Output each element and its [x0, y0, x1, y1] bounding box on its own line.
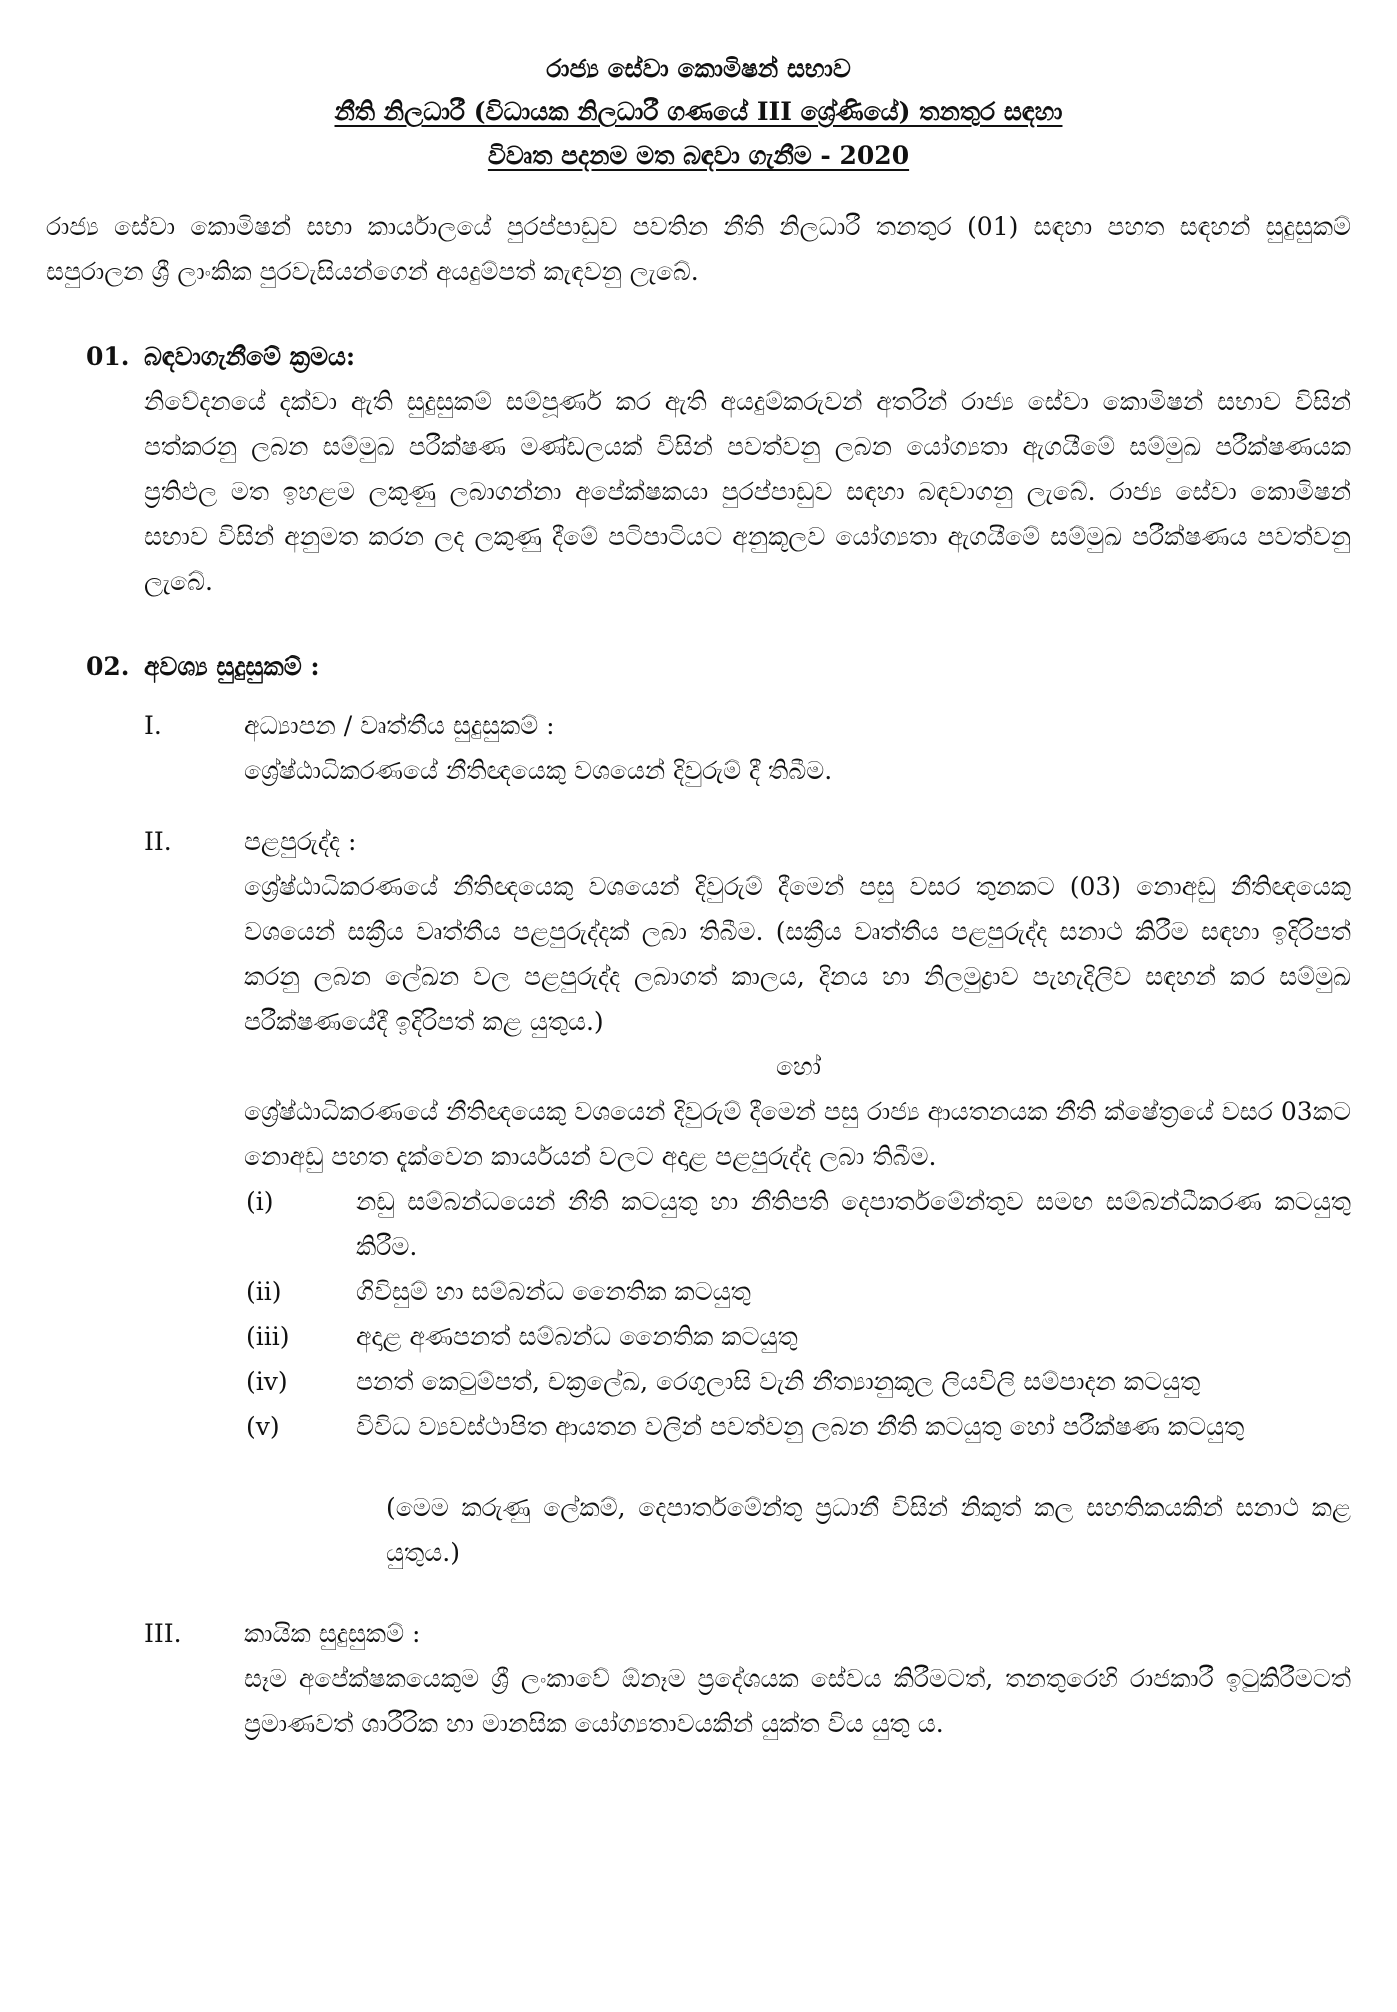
subitem-number: (i): [246, 1187, 274, 1216]
item-3-title: කායික සුදුසුකම් :: [244, 1619, 421, 1648]
intro-paragraph: රාජ්‍ය සේවා කොමිෂන් සභා කාර්යාලයේ පුරප්පාඩුව පවතින නීති නිලධාරී තනතුර (01) සඳහා පහත සඳහන් සුදුසුකම් සපුරාලන ශ්‍රී ලාංකික පුරවැසියන්ගෙන් අයදුම්පත් කැඳවනු ලැබේ.: [46, 212, 1351, 286]
item-2-body: ශ්‍රේෂ්ඨාධිකරණයේ නීතිඥයෙකු වශයෙන් දිවුරුම් දීමෙන් පසු වසර තුනකට (03) නොඅඩු නීතිඥයෙකු වශයෙන් සක්‍රීය වෘත්තීය පළපුරුද්දක් ලබා තිබීම. (සක්‍රීය වෘත්තීය පළපුරුද්ද සනාථ කිරීම සඳහා ඉදිරිපත් කරනු ලබන ලේඛන වල පළපුරුද්ද ලබාගත් කාලය, දිනය හා නිලමුද්‍රාව පැහැදිලිව සඳහන් කර සම්මුඛ පරීක්ෂණයේදී ඉදිරිපත් කළ යුතුය.): [244, 872, 1351, 1036]
subitem-number: (iv): [246, 1367, 288, 1396]
item-2-title: පළපුරුද්ද :: [244, 827, 357, 856]
or-separator: හෝ: [776, 1052, 821, 1081]
section-2-number: 02.: [86, 652, 130, 681]
subitem-text: නඩු සම්බන්ධයෙන් නීති කටයුතු හා නීතිපති දෙපාර්තමේන්තුව සමඟ සම්බන්ධීකරණ කටයුතු කිරීම.: [356, 1187, 1351, 1261]
section-1-body: නිවේදනයේ දක්වා ඇති සුදුසුකම් සම්පූර්ණ කර ඇති අයදුම්කරුවන් අතරින් රාජ්‍ය සේවා කොමිෂන් සභාව විසින් පත්කරනු ලබන සම්මුඛ පරීක්ෂණ මණ්ඩලයක් විසින් පවත්වනු ලබන යෝග්‍යතා ඇගයීමේ සම්මුඛ පරීක්ෂණයක ප්‍රතිඵල මත ඉහළම ලකුණු ලබාගන්නා අපේක්ෂකයා පුරප්පාඩුව සඳහා බඳවාගනු ලැබේ. රාජ්‍ය සේවා කොමිෂන් සභාව විසින් අනුමත කරන ලද ලකුණු දීමේ පටිපාටියට අනුකූලව යෝග්‍යතා ඇගයීමේ සම්මුඛ පරීක්ෂණය පවත්වනු ලැබේ.: [144, 387, 1351, 596]
subitem-text: පනත් කෙටුම්පත්, චක්‍රලේඛ, රෙගුලාසි වැනි නීත්‍යානුකූල ලියවිලි සම්පාදන කටයුතු: [356, 1367, 1201, 1396]
item-3-number: III.: [144, 1619, 182, 1648]
subitem-text: ගිවිසුම් හා සම්බන්ධ නෛතික කටයුතු: [356, 1277, 751, 1306]
subitem-number: (ii): [246, 1277, 282, 1306]
list-item: [46, 1269, 1351, 1314]
section-2-heading: [46, 644, 1351, 689]
header-post-title: නීති නිලධාරී (විධායක නිලධාරී ගණයේ III ශ්‍රේණියේ) තනතුර සඳහා: [334, 97, 1063, 126]
section-2-title: අවශ්‍ය සුදුසුකම් :: [144, 652, 320, 681]
document-header: [46, 48, 1351, 178]
subitem-text: අදාළ අණපනත් සම්බන්ධ නෛතික කටයුතු: [356, 1322, 798, 1351]
section-1-number: 01.: [86, 342, 130, 371]
list-item: [46, 1404, 1351, 1449]
item-2-body-alternative: ශ්‍රේෂ්ඨාධිකරණයේ නීතිඥයෙකු වශයෙන් දිවුරුම් දීමෙන් පසු රාජ්‍ය ආයතනයක නීති ක්ෂේත්‍රයේ වසර 03කට නොඅඩු පහත දැක්වෙන කාර්යයන් වලට අදාළ පළපුරුද්ද ලබා තිබීම.: [244, 1097, 1351, 1171]
qualification-item-1: [46, 703, 1351, 793]
subitem-text: විවිධ ව්‍යවස්ථාපිත ආයතන වලින් පවත්වනු ලබන නීති කටයුතු හෝ පරීක්ෂණ කටයුතු: [356, 1412, 1245, 1441]
item-1-title: අධ්‍යාපන / වෘත්තීය සුදුසුකම් :: [244, 711, 555, 740]
subitem-number: (v): [246, 1412, 280, 1441]
item-3-body: සෑම අපේක්ෂකයෙකුම ශ්‍රී ලංකාවේ ඕනෑම ප්‍රදේශයක සේවය කිරීමටත්, තනතුරෙහි රාජකාරී ඉටුකිරීමටත් ප්‍රමාණවත් ශාරීරික හා මානසික යෝග්‍යතාවයකින් යුක්ත විය යුතු ය.: [244, 1664, 1351, 1738]
list-item: [46, 1359, 1351, 1404]
section-1-heading: [46, 334, 1351, 379]
header-recruitment-title: විවෘත පදනම මත බඳවා ගැනීම - 2020: [487, 141, 910, 170]
item-1-body: ශ්‍රේෂ්ඨාධිකරණයේ නීතිඥයෙකු වශයෙන් දිවුරුම් දී තිබීම.: [244, 756, 833, 785]
list-item: [46, 1179, 1351, 1269]
section-1-title: බඳවාගැනීමේ ක්‍රමය:: [144, 342, 356, 371]
list-item: [46, 1314, 1351, 1359]
header-organization: රාජ්‍ය සේවා කොමිෂන් සභාව: [546, 54, 851, 83]
item-1-number: I.: [144, 711, 162, 740]
qualification-item-3: [46, 1611, 1351, 1746]
certification-note: (මෙම කරුණු ලේකම්, දෙපාර්තමේන්තු ප්‍රධානී විසින් නිකුත් කල සහතිකයකින් සනාථ කළ යුතුය.): [386, 1493, 1351, 1567]
qualification-item-2: [46, 819, 1351, 1044]
item-2-number: II.: [144, 827, 172, 856]
subitem-number: (iii): [246, 1322, 290, 1351]
